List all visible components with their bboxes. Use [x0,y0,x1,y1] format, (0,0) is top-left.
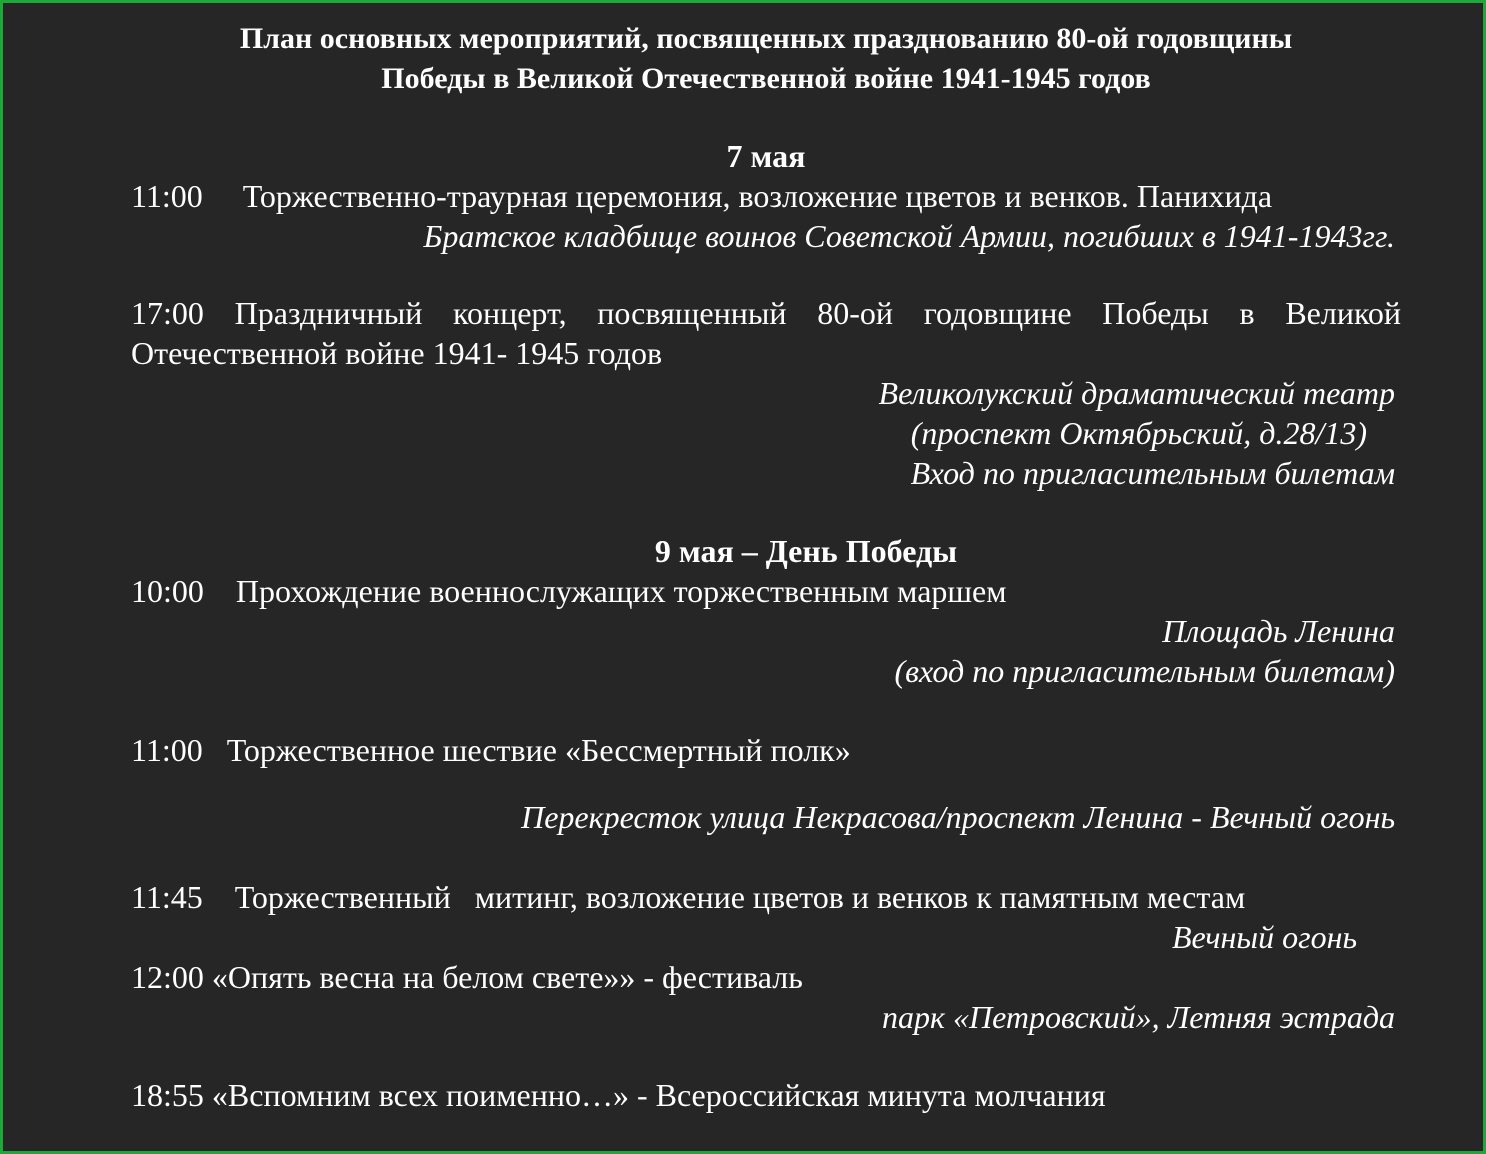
event-location: (проспект Октябрьский, д.28/13) [910,415,1367,451]
event-location: Вечный огонь [1171,919,1357,955]
event-may7-1700-line2: Отечественной войне 1941- 1945 годов [131,335,663,371]
title-line-1: План основных мероприятий, посвященных празднованию 80-ой годовщины [239,22,1293,55]
event-location: Перекресток улица Некрасова/проспект Ленина - Вечный огонь [521,799,1395,835]
title-line-2: Победы в Великой Отечественной войне 1941-1945 годов [381,62,1151,95]
event-location: Великолукский драматический театр [878,375,1395,411]
event-may9-1200: 12:00 «Опять весна на белом свете»» - фестиваль [131,959,803,995]
day-heading-may-7: 7 мая [726,138,806,174]
event-location: парк «Петровский», Летняя эстрада [882,999,1395,1035]
day-heading-may-9: 9 мая – День Победы [654,533,958,569]
event-may7-1700-line1: 17:00 Праздничный концерт, посвященный 80-ой годовщине Победы в Великой [131,295,1401,331]
event-location: Вход по пригласительным билетам [910,455,1395,491]
event-location: (вход по пригласительным билетам) [894,653,1395,689]
event-may9-1145: 11:45 Торжественный митинг, возложение цветов и венков к памятным местам [131,879,1246,915]
event-may9-1100: 11:00 Торжественное шествие «Бессмертный полк» [131,732,851,768]
event-location: Площадь Ленина [1162,613,1395,649]
event-may9-1855: 18:55 «Вспомним всех поименно…» - Всероссийская минута молчания [131,1077,1106,1113]
event-may7-1100: 11:00 Торжественно-траурная церемония, возложение цветов и венков. Панихида [131,178,1273,214]
event-location: Братское кладбище воинов Советской Армии, погибших в 1941-1943гг. [423,218,1395,254]
event-may9-1000: 10:00 Прохождение военнослужащих торжественным маршем [131,573,1007,609]
